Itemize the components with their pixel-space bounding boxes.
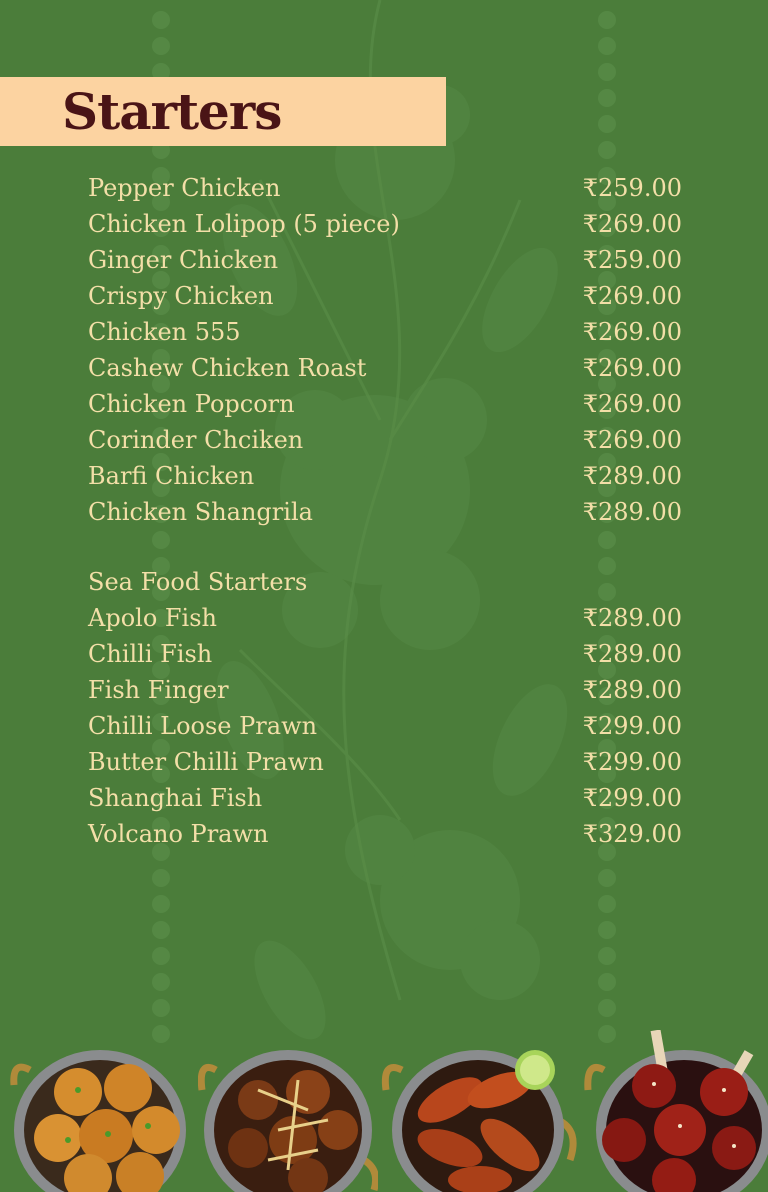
item-price: ₹289.00 bbox=[582, 640, 682, 668]
menu-item bbox=[88, 242, 688, 278]
item-price: ₹299.00 bbox=[582, 784, 682, 812]
menu-item bbox=[88, 422, 688, 458]
menu-item bbox=[88, 386, 688, 422]
chicken-lollipop-bowl-photo bbox=[584, 1030, 768, 1192]
menu-item bbox=[88, 350, 688, 386]
item-price: ₹299.00 bbox=[582, 748, 682, 776]
item-price: ₹259.00 bbox=[582, 246, 682, 274]
chicken-wings-bowl-photo bbox=[380, 1030, 580, 1192]
menu-item bbox=[88, 600, 688, 636]
item-name: Chicken Shangrila bbox=[88, 498, 313, 526]
menu-item bbox=[88, 816, 688, 852]
item-name: Chilli Loose Prawn bbox=[88, 712, 318, 740]
item-name: Cashew Chicken Roast bbox=[88, 354, 367, 382]
item-price: ₹299.00 bbox=[582, 712, 682, 740]
item-name: Butter Chilli Prawn bbox=[88, 748, 324, 776]
item-price: ₹289.00 bbox=[582, 462, 682, 490]
menu-item bbox=[88, 780, 688, 816]
menu-item bbox=[88, 744, 688, 780]
item-name: Pepper Chicken bbox=[88, 174, 281, 202]
menu-item bbox=[88, 636, 688, 672]
fried-potato-bowl-photo bbox=[8, 1030, 188, 1192]
item-price: ₹269.00 bbox=[582, 354, 682, 382]
item-name: Fish Finger bbox=[88, 676, 229, 704]
menu-item bbox=[88, 672, 688, 708]
item-name: Shanghai Fish bbox=[88, 784, 263, 812]
menu-item bbox=[88, 278, 688, 314]
menu-item bbox=[88, 458, 688, 494]
item-name: Chicken Popcorn bbox=[88, 390, 295, 418]
ginger-chicken-bowl-photo bbox=[198, 1030, 378, 1192]
item-name: Corinder Chciken bbox=[88, 426, 304, 454]
item-name: Chicken Lolipop (5 piece) bbox=[88, 210, 400, 238]
item-name: Crispy Chicken bbox=[88, 282, 274, 310]
menu-item bbox=[88, 494, 688, 530]
item-price: ₹269.00 bbox=[582, 282, 682, 310]
page-title: Starters bbox=[62, 82, 282, 141]
item-price: ₹289.00 bbox=[582, 676, 682, 704]
item-name: Chicken 555 bbox=[88, 318, 241, 346]
item-name: Apolo Fish bbox=[88, 604, 217, 632]
item-name: Barfi Chicken bbox=[88, 462, 255, 490]
item-price: ₹269.00 bbox=[582, 426, 682, 454]
item-price: ₹269.00 bbox=[582, 210, 682, 238]
item-name: Volcano Prawn bbox=[88, 820, 269, 848]
section-heading-seafood: Sea Food Starters bbox=[88, 568, 308, 596]
item-price: ₹259.00 bbox=[582, 174, 682, 202]
item-price: ₹289.00 bbox=[582, 604, 682, 632]
item-price: ₹269.00 bbox=[582, 318, 682, 346]
item-price: ₹329.00 bbox=[582, 820, 682, 848]
item-price: ₹289.00 bbox=[582, 498, 682, 526]
item-name: Ginger Chicken bbox=[88, 246, 279, 274]
item-price: ₹269.00 bbox=[582, 390, 682, 418]
menu-item bbox=[88, 708, 688, 744]
menu-item bbox=[88, 314, 688, 350]
item-name: Chilli Fish bbox=[88, 640, 213, 668]
menu-item bbox=[88, 206, 688, 242]
menu-item bbox=[88, 170, 688, 206]
